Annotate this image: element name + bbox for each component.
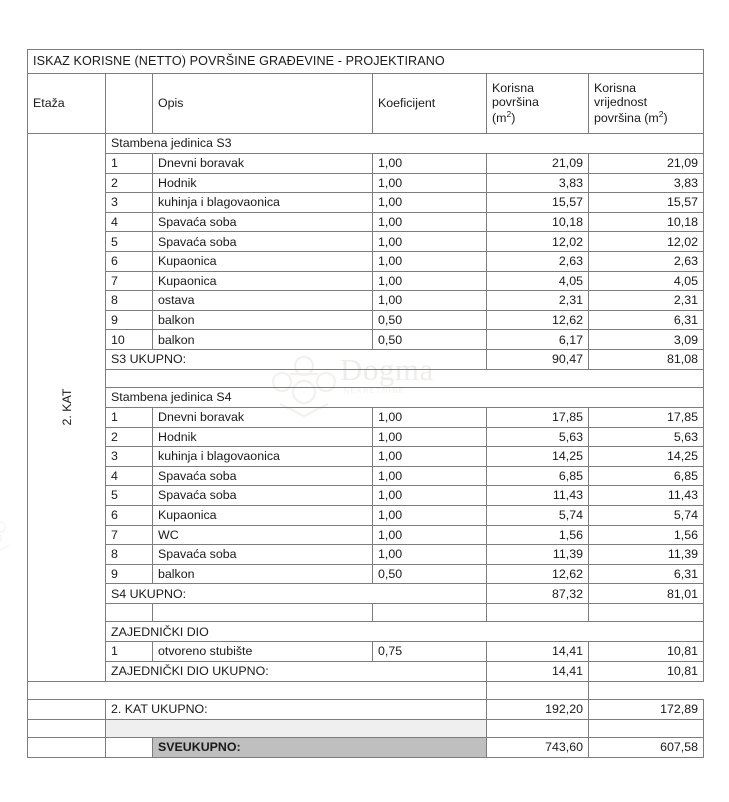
spacer-row (28, 369, 704, 387)
spacer-cell (487, 719, 589, 737)
row-number: 5 (106, 486, 153, 506)
table-body (28, 50, 704, 758)
spacer-cell (106, 604, 153, 622)
spacer-cell (373, 604, 487, 622)
row-koeficijent: 1,00 (373, 271, 487, 291)
spacer-cell (589, 719, 704, 737)
table-row (28, 232, 704, 252)
table-row (28, 427, 704, 447)
row-koeficijent: 1,00 (373, 486, 487, 506)
table-row (28, 486, 704, 506)
row-number: 2 (106, 427, 153, 447)
watermark-subtitle: NEKRETNINE (344, 388, 406, 395)
row-vrijednost: 2,63 (589, 251, 704, 271)
section-title-s3: Stambena jedinica S3 (106, 134, 704, 154)
row-koeficijent: 1,00 (373, 291, 487, 311)
row-vrijednost: 5,74 (589, 505, 704, 525)
row-opis: balkon (153, 330, 373, 350)
section-total-povrsina: 14,41 (487, 661, 589, 681)
row-koeficijent: 0,50 (373, 564, 487, 584)
row-vrijednost: 4,05 (589, 271, 704, 291)
etaza-label: 2. KAT (59, 388, 74, 426)
column-header-number (106, 74, 153, 134)
row-number: 6 (106, 251, 153, 271)
row-povrsina: 4,05 (487, 271, 589, 291)
row-vrijednost: 17,85 (589, 407, 704, 427)
row-vrijednost: 10,18 (589, 212, 704, 232)
row-number: 3 (106, 193, 153, 213)
table-row (28, 271, 704, 291)
row-vrijednost: 3,09 (589, 330, 704, 350)
spacer-row (28, 604, 704, 622)
row-vrijednost: 2,31 (589, 291, 704, 311)
table-row (28, 466, 704, 486)
column-header-koeficijent: Koeficijent (373, 74, 487, 134)
row-number: 10 (106, 330, 153, 350)
section-total-row-zajednicki (28, 661, 704, 681)
row-povrsina: 2,63 (487, 251, 589, 271)
table-row (28, 564, 704, 584)
row-koeficijent: 0,50 (373, 330, 487, 350)
section-total-row-s3 (28, 349, 704, 369)
row-povrsina: 15,57 (487, 193, 589, 213)
row-koeficijent: 1,00 (373, 545, 487, 565)
grand-total-label: SVEUKUPNO: (153, 737, 487, 757)
row-number: 9 (106, 564, 153, 584)
section-total-label: S3 UKUPNO: (106, 349, 487, 369)
row-opis: balkon (153, 310, 373, 330)
table-row (28, 291, 704, 311)
grand-total-povrsina: 743,60 (487, 737, 589, 757)
row-number: 1 (106, 642, 153, 662)
row-opis: balkon (153, 564, 373, 584)
row-vrijednost: 6,31 (589, 310, 704, 330)
row-koeficijent: 1,00 (373, 407, 487, 427)
row-povrsina: 5,74 (487, 505, 589, 525)
spacer-cell (28, 681, 487, 699)
table-row (28, 525, 704, 545)
row-koeficijent: 1,00 (373, 232, 487, 252)
row-opis: kuhinja i blagovaonica (153, 193, 373, 213)
row-opis: Spavaća soba (153, 212, 373, 232)
grand-total-vrijednost: 607,58 (589, 737, 704, 757)
row-opis: ostava (153, 291, 373, 311)
row-povrsina: 14,41 (487, 642, 589, 662)
row-opis: Spavaća soba (153, 232, 373, 252)
table-row (28, 545, 704, 565)
korisna-vrijednost-line2: vrijednost (594, 95, 648, 110)
row-koeficijent: 0,50 (373, 310, 487, 330)
row-vrijednost: 1,56 (589, 525, 704, 545)
row-vrijednost: 11,43 (589, 486, 704, 506)
table-row (28, 447, 704, 467)
spacer-cell (589, 604, 704, 622)
iskaz-table-container (27, 49, 703, 758)
spacer-cell (28, 719, 106, 737)
spacer-cell (487, 604, 589, 622)
row-koeficijent: 1,00 (373, 505, 487, 525)
row-povrsina: 11,39 (487, 545, 589, 565)
row-number: 1 (106, 154, 153, 174)
row-povrsina: 12,62 (487, 310, 589, 330)
table-row (28, 310, 704, 330)
row-opis: Dnevni boravak (153, 154, 373, 174)
row-koeficijent: 1,00 (373, 193, 487, 213)
row-number: 5 (106, 232, 153, 252)
row-opis: WC (153, 525, 373, 545)
row-opis: Hodnik (153, 173, 373, 193)
row-vrijednost: 21,09 (589, 154, 704, 174)
row-vrijednost: 12,02 (589, 232, 704, 252)
kat-total-label: 2. KAT UKUPNO: (106, 699, 487, 719)
row-opis: Spavaća soba (153, 545, 373, 565)
spacer-cell (487, 681, 589, 699)
row-vrijednost: 15,57 (589, 193, 704, 213)
row-koeficijent: 1,00 (373, 173, 487, 193)
row-opis: Kupaonica (153, 271, 373, 291)
table-row (28, 173, 704, 193)
korisna-povrsina-line1: Korisna (492, 81, 535, 95)
grand-total-empty-num (106, 737, 153, 757)
row-vrijednost: 10,81 (589, 642, 704, 662)
kat-total-vrijednost: 172,89 (589, 699, 704, 719)
spacer-cell (153, 604, 373, 622)
table-row (28, 193, 704, 213)
row-number: 4 (106, 212, 153, 232)
row-opis: Kupaonica (153, 505, 373, 525)
row-povrsina: 5,63 (487, 427, 589, 447)
column-header-korisna-povrsina (487, 74, 589, 134)
row-povrsina: 6,17 (487, 330, 589, 350)
row-koeficijent: 1,00 (373, 154, 487, 174)
row-povrsina: 10,18 (487, 212, 589, 232)
section-heading-row-s3 (28, 134, 704, 154)
row-koeficijent: 0,75 (373, 642, 487, 662)
column-header-etaza: Etaža (28, 74, 106, 134)
korisna-vrijednost-line1: Korisna (594, 81, 637, 95)
row-opis: otvoreno stubište (153, 642, 373, 662)
etaza-cell (28, 134, 106, 682)
page-title: ISKAZ KORISNE (NETTO) POVRŠINE GRAĐEVINE - PROJEKTIRANO (28, 50, 704, 74)
row-number: 1 (106, 407, 153, 427)
row-povrsina: 17,85 (487, 407, 589, 427)
row-koeficijent: 1,00 (373, 447, 487, 467)
row-opis: Dnevni boravak (153, 407, 373, 427)
grand-total-empty-etaza (28, 737, 106, 757)
shaded-spacer-row (28, 719, 704, 737)
row-koeficijent: 1,00 (373, 466, 487, 486)
watermark-edge-artifact (0, 518, 18, 552)
row-povrsina: 12,62 (487, 564, 589, 584)
row-number: 7 (106, 271, 153, 291)
shaded-spacer-cell (106, 719, 487, 737)
table-row (28, 505, 704, 525)
row-number: 3 (106, 447, 153, 467)
section-total-label: S4 UKUPNO: (106, 584, 487, 604)
korisna-povrsina-line3: $(m^2)$ (492, 108, 516, 125)
row-povrsina: 12,02 (487, 232, 589, 252)
row-vrijednost: 11,39 (589, 545, 704, 565)
row-opis: Spavaća soba (153, 486, 373, 506)
row-number: 7 (106, 525, 153, 545)
row-vrijednost: 5,63 (589, 427, 704, 447)
row-koeficijent: 1,00 (373, 427, 487, 447)
section-title-s4: Stambena jedinica S4 (106, 387, 704, 407)
row-number: 6 (106, 505, 153, 525)
row-koeficijent: 1,00 (373, 212, 487, 232)
table-row (28, 251, 704, 271)
grand-total-row (28, 737, 704, 757)
row-vrijednost: 14,25 (589, 447, 704, 467)
row-povrsina: 3,83 (487, 173, 589, 193)
section-total-row-s4 (28, 584, 704, 604)
row-vrijednost: 6,85 (589, 466, 704, 486)
iskaz-povrsine-table (27, 49, 704, 758)
section-total-povrsina: 90,47 (487, 349, 589, 369)
row-vrijednost: 6,31 (589, 564, 704, 584)
row-number: 4 (106, 466, 153, 486)
row-povrsina: 14,25 (487, 447, 589, 467)
row-number: 8 (106, 545, 153, 565)
row-koeficijent: 1,00 (373, 251, 487, 271)
spacer-cell (106, 369, 704, 387)
table-row (28, 154, 704, 174)
row-number: 2 (106, 173, 153, 193)
column-header-opis: Opis (153, 74, 373, 134)
row-povrsina: 2,31 (487, 291, 589, 311)
row-koeficijent: 1,00 (373, 525, 487, 545)
table-title-row (28, 50, 704, 74)
section-heading-row-zajednicki (28, 622, 704, 642)
kat-total-povrsina: 192,20 (487, 699, 589, 719)
row-povrsina: 6,85 (487, 466, 589, 486)
section-total-vrijednost: 81,01 (589, 584, 704, 604)
korisna-vrijednost-line3: površina $(m^2)$ (594, 108, 668, 125)
spacer-row (28, 681, 704, 699)
korisna-povrsina-line2: površina (492, 95, 539, 110)
row-opis: Spavaća soba (153, 466, 373, 486)
row-povrsina: 21,09 (487, 154, 589, 174)
row-number: 8 (106, 291, 153, 311)
section-total-vrijednost: 10,81 (589, 661, 704, 681)
section-total-povrsina: 87,32 (487, 584, 589, 604)
kat-total-empty-etaza (28, 699, 106, 719)
table-row (28, 330, 704, 350)
kat-total-row (28, 699, 704, 719)
watermark-text: Dogma (340, 352, 434, 387)
row-opis: Kupaonica (153, 251, 373, 271)
section-heading-row-s4 (28, 387, 704, 407)
row-vrijednost: 3,83 (589, 173, 704, 193)
section-title-zajednicki: ZAJEDNIČKI DIO (106, 622, 704, 642)
table-row (28, 407, 704, 427)
row-povrsina: 11,43 (487, 486, 589, 506)
row-opis: kuhinja i blagovaonica (153, 447, 373, 467)
row-povrsina: 1,56 (487, 525, 589, 545)
row-opis: Hodnik (153, 427, 373, 447)
row-number: 9 (106, 310, 153, 330)
table-row (28, 642, 704, 662)
table-header-row (28, 74, 704, 134)
section-total-vrijednost: 81,08 (589, 349, 704, 369)
section-total-label: ZAJEDNIČKI DIO UKUPNO: (106, 661, 487, 681)
column-header-korisna-vrijednost (589, 74, 704, 134)
table-row (28, 212, 704, 232)
